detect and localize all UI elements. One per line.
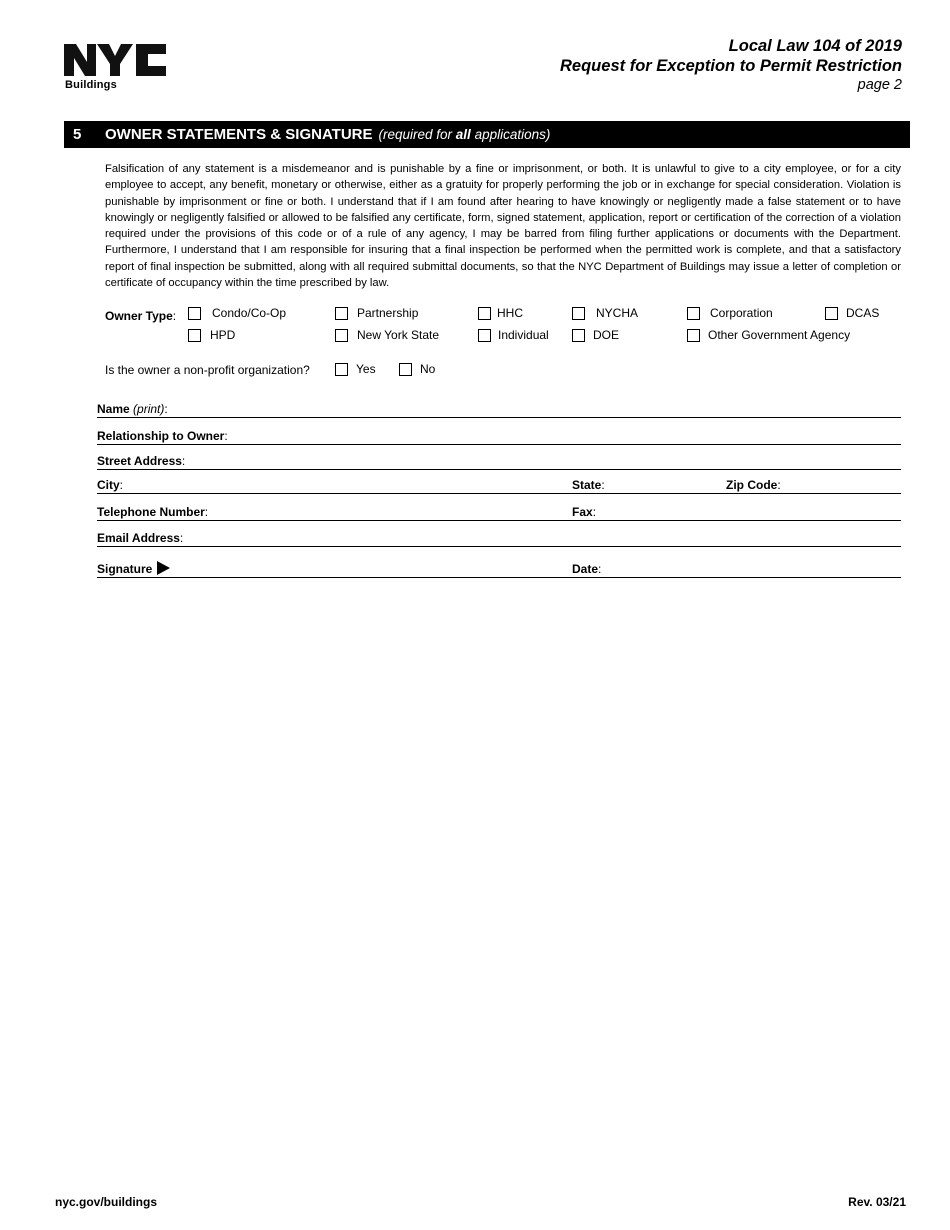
option-label: Other Government Agency: [708, 328, 851, 342]
signature-date-field[interactable]: [97, 561, 901, 578]
owner-type-hpd[interactable]: [188, 328, 235, 342]
state-label-text: State: [572, 478, 602, 492]
telephone-fax-field[interactable]: [97, 504, 901, 521]
owner-type-partnership[interactable]: [335, 306, 418, 320]
owner-type-condo-co-op[interactable]: [188, 306, 286, 320]
owner-type-other-government-agency[interactable]: [687, 328, 850, 342]
relationship-label: Relationship to Owner:: [97, 429, 228, 443]
owner-type-dcas[interactable]: [825, 306, 879, 320]
option-label: Condo/Co-Op: [212, 306, 287, 320]
zip-code-label-text: Zip Code: [726, 478, 778, 492]
name-label-note: (print): [133, 402, 165, 416]
section-note-bold: all: [455, 127, 471, 142]
telephone-label-text: Telephone Number: [97, 505, 205, 519]
relationship-field[interactable]: [97, 428, 901, 445]
checkbox[interactable]: [572, 329, 585, 342]
document-subtitle: Request for Exception to Permit Restriction: [560, 57, 902, 75]
owner-type-label: Owner Type:: [105, 309, 177, 323]
zip-code-label: Zip Code:: [726, 478, 781, 492]
owner-type-doe[interactable]: [572, 328, 619, 342]
checkbox[interactable]: [478, 307, 491, 320]
street-address-field[interactable]: [97, 453, 901, 470]
signature-label: [97, 561, 170, 576]
checkbox[interactable]: [825, 307, 838, 320]
owner-type-hhc[interactable]: [478, 306, 523, 320]
checkbox[interactable]: [335, 329, 348, 342]
telephone-label: Telephone Number:: [97, 505, 209, 519]
name-field[interactable]: [97, 401, 901, 418]
option-label: DOE: [593, 328, 620, 342]
fax-label-text: Fax: [572, 505, 593, 519]
owner-type-individual[interactable]: [478, 328, 549, 342]
option-label: No: [420, 362, 436, 376]
checkbox[interactable]: [687, 307, 700, 320]
nonprofit-yes[interactable]: [335, 362, 376, 376]
state-label: State:: [572, 478, 605, 492]
email-address-field[interactable]: [97, 530, 901, 547]
page-number: page 2: [857, 77, 902, 93]
nonprofit-no[interactable]: [399, 362, 435, 376]
footer-revision: Rev. 03/21: [848, 1195, 906, 1209]
checkbox[interactable]: [478, 329, 491, 342]
owner-type-label-text: Owner Type: [105, 309, 173, 323]
logo-subtitle: Buildings: [65, 79, 117, 91]
street-address-label-text: Street Address: [97, 454, 182, 468]
email-address-label-text: Email Address: [97, 531, 180, 545]
section-header: [64, 121, 910, 148]
footer-website: nyc.gov/buildings: [55, 1195, 158, 1209]
street-address-label: Street Address:: [97, 454, 186, 468]
checkbox[interactable]: [399, 363, 412, 376]
option-label: HHC: [497, 306, 523, 320]
option-label: DCAS: [846, 306, 880, 320]
section-note-pre: (required for: [378, 127, 456, 142]
document-title: Local Law 104 of 2019: [728, 37, 902, 55]
city-label: City:: [97, 478, 124, 492]
section-note: [379, 127, 551, 142]
option-label: Partnership: [357, 306, 419, 320]
checkbox[interactable]: [188, 329, 201, 342]
section-note-post: applications): [470, 127, 551, 142]
option-label: Individual: [498, 328, 549, 342]
fax-label: Fax:: [572, 505, 597, 519]
option-label: New York State: [357, 328, 440, 342]
relationship-label-text: Relationship to Owner: [97, 429, 225, 443]
section-title: OWNER STATEMENTS & SIGNATURE: [105, 126, 373, 143]
section-number: 5: [73, 126, 82, 143]
email-address-label: Email Address:: [97, 531, 184, 545]
owner-type-new-york-state[interactable]: [335, 328, 439, 342]
checkbox[interactable]: [335, 363, 348, 376]
option-label: NYCHA: [596, 306, 639, 320]
checkbox[interactable]: [188, 307, 201, 320]
checkbox[interactable]: [335, 307, 348, 320]
option-label: Yes: [356, 362, 376, 376]
date-label-text: Date: [572, 562, 599, 576]
signature-label-text: Signature: [97, 562, 153, 576]
owner-type-nycha[interactable]: [572, 306, 638, 320]
checkbox[interactable]: [687, 329, 700, 342]
signature-arrow-icon: [157, 561, 170, 575]
option-label: HPD: [210, 328, 236, 342]
document-header: [560, 36, 902, 95]
city-label-text: City: [97, 478, 120, 492]
name-label: Name (print):: [97, 402, 168, 416]
nonprofit-question: Is the owner a non-profit organization?: [105, 363, 310, 377]
city-state-zip-field[interactable]: [97, 477, 901, 494]
checkbox[interactable]: [572, 307, 585, 320]
owner-statement-text: Falsification of any statement is a misdemeanor and is punishable by a fine or imprisonment, or both. It is unlawful to give to a city employee, or for a city employee to accept, any benefit, monetary or otherwise, either as a gratuity for properly performing the job or in exchange for special consideration. Violation is punishable by imprisonment or fine or both. I understand that if I am found after hearing to have knowingly or negligently made a false statement or to have knowingly or negligently falsified or allowed to be falsified any certificate, form, signed statement, application, report or certification of the correction of a violation required under the provisions of this code or of a rule of any agency, I may be barred from filing further applications or documents with the Department. Furthermore, I understand that I am responsible for insuring that a final inspection be performed when the permitted work is complete, and that a satisfactory report of final inspection be submitted, along with all required submittal documents, so that the NYC Department of Buildings may issue a letter of completion or certificate of occupancy within the time prescribed by law.: [105, 163, 901, 290]
owner-type-corporation[interactable]: [687, 306, 773, 320]
option-label: Corporation: [710, 306, 773, 320]
date-label: Date:: [572, 562, 602, 576]
name-label-text: Name: [97, 402, 130, 416]
